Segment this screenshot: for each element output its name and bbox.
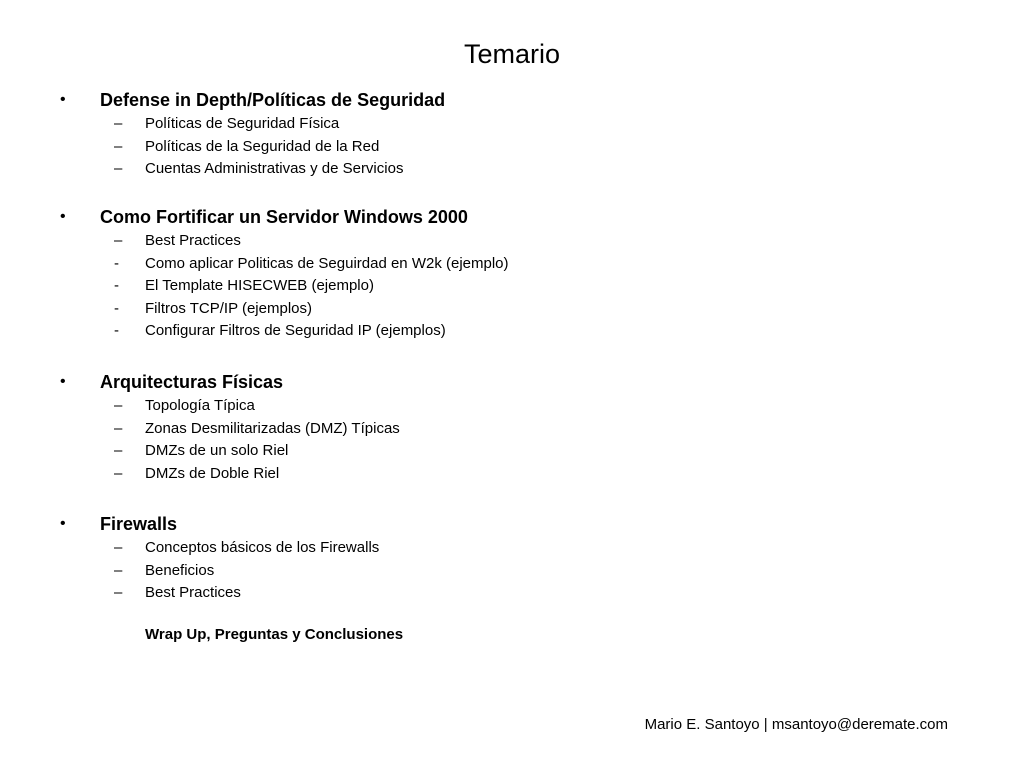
- list-item-text: El Template HISECWEB (ejemplo): [145, 277, 374, 294]
- dash-marker: –: [114, 137, 123, 155]
- section-heading-text: Defense in Depth/Políticas de Seguridad: [100, 90, 446, 110]
- list-item-text: Políticas de Seguridad Física: [145, 115, 340, 132]
- dash-marker: –: [114, 561, 123, 579]
- footer-author: Mario E. Santoyo | msantoyo@deremate.com: [644, 716, 948, 733]
- list-item-text: Topología Típica: [145, 397, 255, 414]
- section-heading-text: Como Fortificar un Servidor Windows 2000: [100, 207, 468, 227]
- section-fortificar-servidor: [60, 204, 960, 343]
- list-item: [60, 320, 960, 343]
- section-firewalls: [60, 511, 960, 605]
- list-item: [60, 298, 960, 321]
- list-item-text: Cuentas Administrativas y de Servicios: [145, 160, 404, 177]
- section-arquitecturas-fisicas: [60, 369, 960, 485]
- dash-marker: –: [114, 160, 123, 177]
- list-item: [60, 230, 960, 253]
- list-item-text: Zonas Desmilitarizadas (DMZ) Típicas: [145, 419, 400, 437]
- dash-marker: –: [114, 419, 123, 437]
- section-heading: [60, 511, 960, 537]
- list-item-text: Filtros TCP/IP (ejemplos): [145, 299, 312, 317]
- bullet-icon: •: [60, 373, 66, 390]
- list-item: [60, 275, 960, 298]
- bullet-icon: •: [60, 208, 66, 225]
- dash-marker: –: [114, 539, 123, 556]
- list-item-text: DMZs de un solo Riel: [145, 442, 289, 459]
- list-item: [60, 560, 960, 583]
- list-item-text: DMZs de Doble Riel: [145, 464, 280, 482]
- section-heading: [60, 369, 960, 395]
- list-item: [60, 158, 960, 181]
- dash-marker: –: [114, 115, 123, 132]
- list-item: [60, 253, 960, 276]
- list-item: [60, 537, 960, 560]
- list-item-text: Configurar Filtros de Seguridad IP (ejemplos): [145, 322, 446, 339]
- dash-marker: –: [114, 584, 123, 601]
- list-item-text: Best Practices: [145, 584, 241, 601]
- dash-marker: –: [114, 397, 123, 414]
- section-heading: [60, 204, 960, 230]
- list-item: [60, 582, 960, 605]
- list-item-text: Políticas de la Seguridad de la Red: [145, 137, 380, 155]
- section-heading: [60, 87, 960, 113]
- list-item-text: Best Practices: [145, 232, 241, 249]
- list-item-text: Beneficios: [145, 561, 215, 579]
- slide-title: Temario: [463, 39, 561, 69]
- section-heading-text: Firewalls: [100, 514, 178, 534]
- dash-marker: –: [114, 442, 123, 459]
- list-item: [60, 463, 960, 486]
- list-item-text: Como aplicar Politicas de Seguirdad en W2k (ejemplo): [145, 254, 509, 272]
- bullet-icon: •: [60, 91, 66, 108]
- list-item: [60, 440, 960, 463]
- list-item: [60, 113, 960, 136]
- hyphen-marker: -: [114, 277, 119, 294]
- list-item: [60, 418, 960, 441]
- list-item-text: Conceptos básicos de los Firewalls: [145, 539, 380, 556]
- list-item: [60, 395, 960, 418]
- section-defense-in-depth: [60, 87, 960, 181]
- bullet-icon: •: [60, 515, 66, 532]
- section-heading-text: Arquitecturas Físicas: [100, 372, 284, 392]
- hyphen-marker: -: [114, 299, 119, 317]
- wrap-up-text: Wrap Up, Preguntas y Conclusiones: [145, 626, 404, 643]
- hyphen-marker: -: [114, 254, 119, 272]
- dash-marker: –: [114, 464, 123, 482]
- dash-marker: –: [114, 232, 123, 249]
- hyphen-marker: -: [114, 322, 119, 339]
- list-item: [60, 136, 960, 159]
